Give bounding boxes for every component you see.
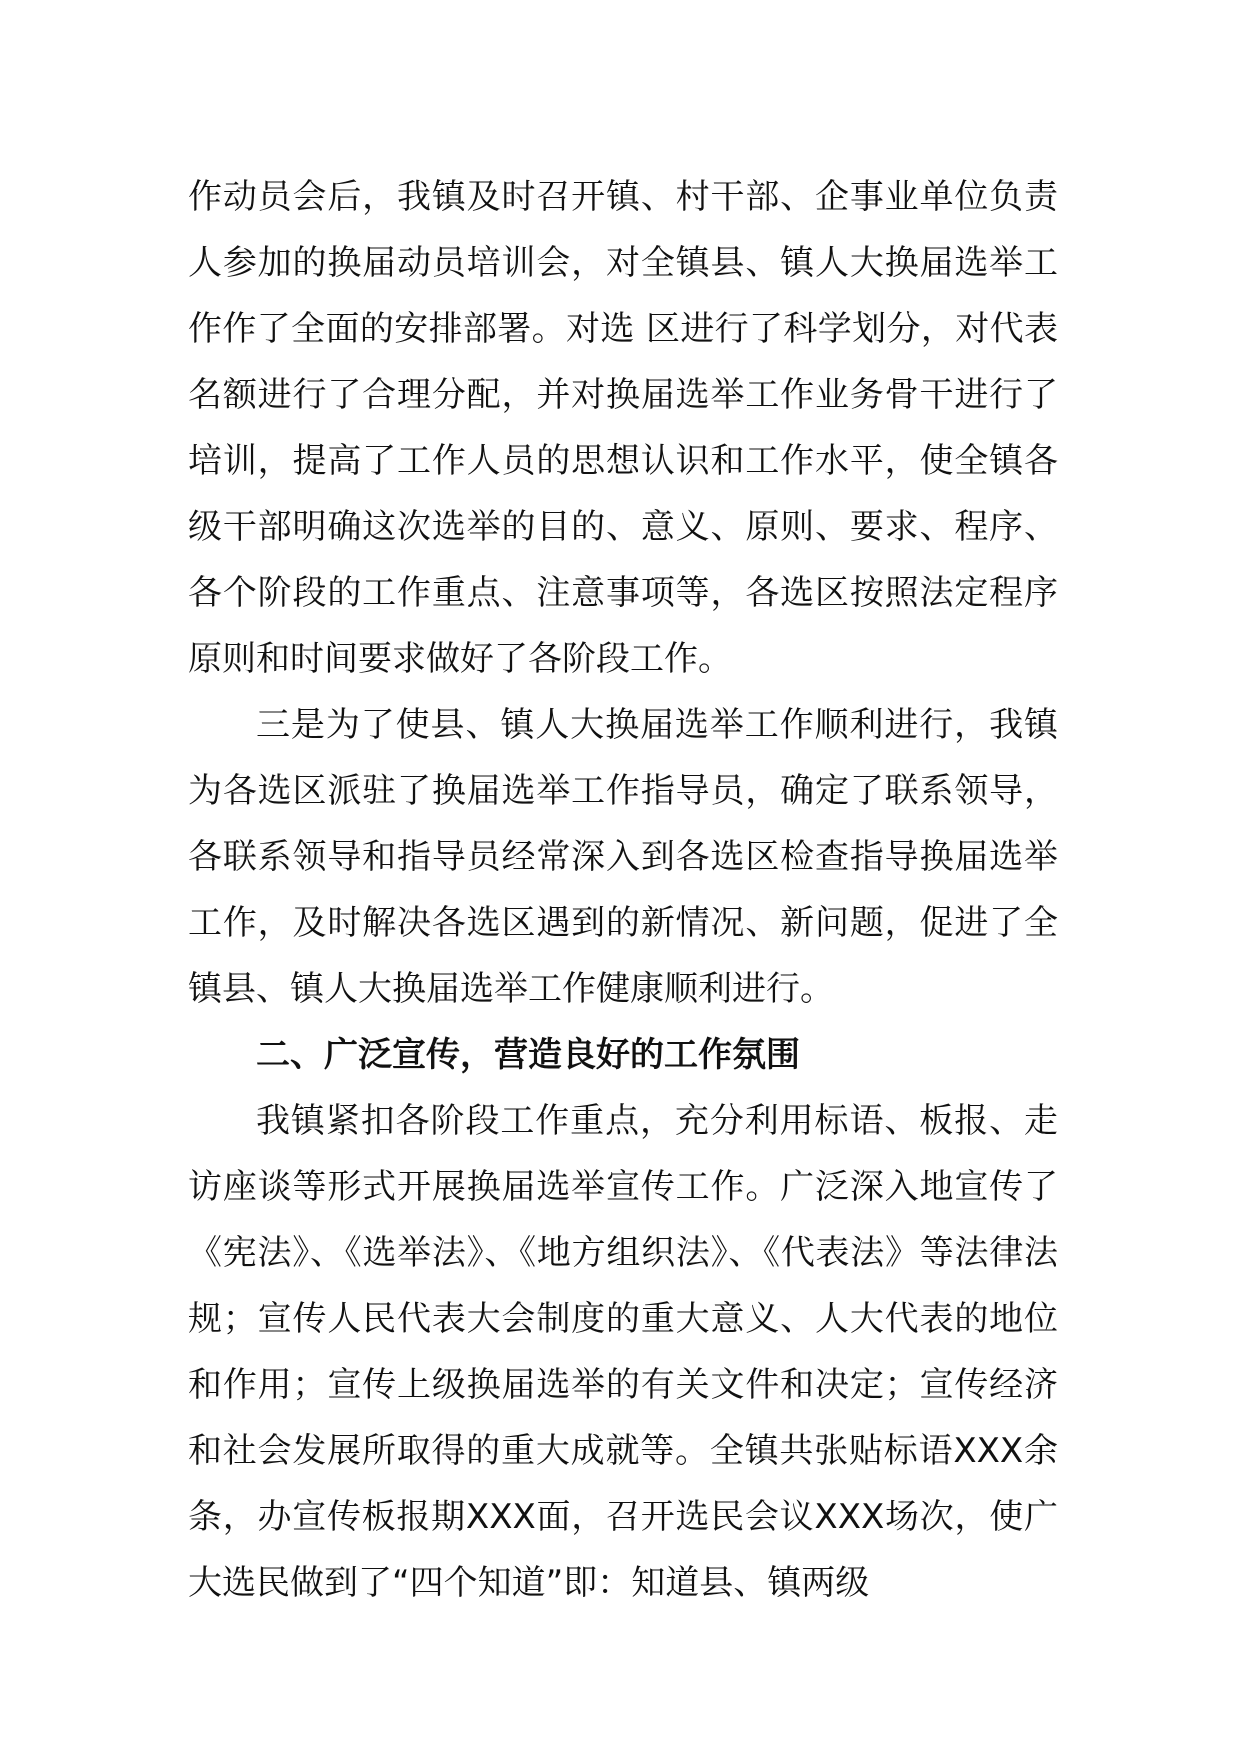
body-paragraph-continued: 作动员会后，我镇及时召开镇、村干部、企事业单位负责人参加的换届动员培训会，对全镇县、镇人大换届选举工作作了全面的安排部署。对选 区进行了科学划分，对代表名额进行了合理分配，并对换届选举工作业务骨干进行了培训，提高了工作人员的思想认识和工作水平，使全镇各级干部明确这次选举的目的、意义、原则、要求、程序、各个阶段的工作重点、注意事项等，各选区按照法定程序原则和时间要求做好了各阶段工作。 [188,177,1058,679]
section-heading-publicity: 二、广泛宣传，营造良好的工作氛围 [256,1035,800,1075]
body-paragraph-liaison: 三是为了使县、镇人大换届选举工作顺利进行，我镇为各选区派驻了换届选举工作指导员，确定了联系领导，各联系领导和指导员经常深入到各选区检查指导换届选举工作，及时解决各选区遇到的新情况、新问题，促进了全镇县、镇人大换届选举工作健康顺利进行。 [188,705,1058,1009]
document-body [188,164,1058,1616]
body-paragraph-publicity: 我镇紧扣各阶段工作重点，充分利用标语、板报、走访座谈等形式开展换届选举宣传工作。广泛深入地宣传了《宪法》、《选举法》、《地方组织法》、《代表法》等法律法规；宣传人民代表大会制度的重大意义、人大代表的地位和作用；宣传上级换届选举的有关文件和决定；宣传经济和社会发展所取得的重大成就等。全镇共张贴标语XXX余条，办宣传板报期XXX面，召开选民会议XXX场次，使广大选民做到了“四个知道”即：知道县、镇两级 [188,1101,1058,1603]
